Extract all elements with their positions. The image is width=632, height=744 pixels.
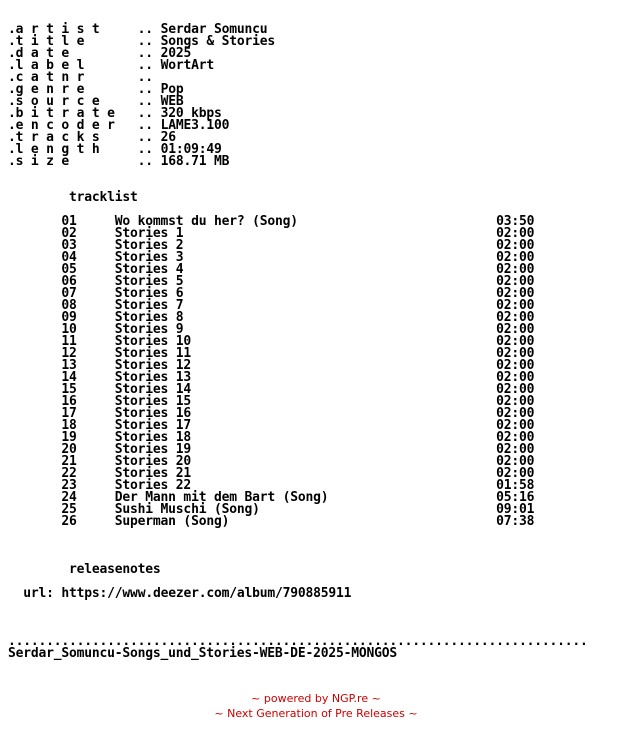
- track-title: Stories 13: [114, 370, 192, 385]
- track-time: 02:00: [496, 298, 535, 313]
- track-number: 25: [61, 502, 77, 517]
- track-title: Stories 3: [114, 250, 184, 265]
- track-title: Stories 2: [114, 238, 184, 253]
- releasenotes-heading: releasenotes: [69, 562, 161, 577]
- track-title: Stories 6: [114, 286, 184, 301]
- track-number: 08: [61, 298, 77, 313]
- track-title: Sushi Muschi (Song): [114, 502, 260, 517]
- track-time: 02:00: [496, 370, 535, 385]
- track-number: 16: [61, 394, 77, 409]
- track-time: 02:00: [496, 418, 535, 433]
- url-link[interactable]: https://www.deezer.com/album/790885911: [61, 586, 352, 601]
- genre-label: .g e n r e ..: [8, 82, 153, 97]
- track-time: 02:00: [496, 394, 535, 409]
- track-row: [8, 514, 534, 529]
- track-number: 24: [61, 490, 77, 505]
- track-time: 02:00: [496, 358, 535, 373]
- bitrate-value: 320 kbps: [160, 106, 222, 121]
- track-time: 09:01: [496, 502, 535, 517]
- track-title: Stories 10: [114, 334, 192, 349]
- track-time: 05:16: [496, 490, 535, 505]
- track-time: 02:00: [496, 322, 535, 337]
- track-number: 21: [61, 454, 77, 469]
- track-title: Stories 11: [114, 346, 192, 361]
- title-label: .t i t l e ..: [8, 34, 153, 49]
- size-value: 168.71 MB: [160, 154, 230, 169]
- track-number: 23: [61, 478, 77, 493]
- track-number: 03: [61, 238, 77, 253]
- footer-powered-by: ~ powered by NGP.re ~: [251, 692, 381, 705]
- track-time: 01:58: [496, 478, 535, 493]
- track-number: 18: [61, 418, 77, 433]
- track-time: 02:00: [496, 406, 535, 421]
- source-label: .s o u r c e ..: [8, 94, 153, 109]
- track-time: 03:50: [496, 214, 535, 229]
- track-time: 02:00: [496, 346, 535, 361]
- track-number: 22: [61, 466, 77, 481]
- track-time: 02:00: [496, 454, 535, 469]
- track-number: 15: [61, 382, 77, 397]
- release-name: Serdar_Somuncu-Songs_und_Stories-WEB-DE-2025-MONGOS: [8, 646, 397, 661]
- tracklist: [8, 214, 534, 529]
- track-title: Stories 1: [114, 226, 184, 241]
- encoder-value: LAME3.100: [160, 118, 230, 133]
- track-time: 07:38: [496, 514, 535, 529]
- track-time: 02:00: [496, 430, 535, 445]
- track-title: Wo kommst du her? (Song): [114, 214, 298, 229]
- track-number: 17: [61, 406, 77, 421]
- track-title: Stories 22: [114, 478, 192, 493]
- length-label: .l e n g t h ..: [8, 142, 153, 157]
- track-number: 04: [61, 250, 77, 265]
- track-title: Superman (Song): [114, 514, 230, 529]
- track-number: 11: [61, 334, 77, 349]
- url-label: url:: [23, 586, 54, 601]
- track-title: Stories 18: [114, 430, 192, 445]
- track-number: 06: [61, 274, 77, 289]
- track-title: Stories 12: [114, 358, 192, 373]
- track-title: Stories 4: [114, 262, 184, 277]
- track-time: 02:00: [496, 274, 535, 289]
- tracklist-heading: tracklist: [69, 190, 138, 205]
- track-time: 02:00: [496, 226, 535, 241]
- track-title: Stories 20: [114, 454, 192, 469]
- track-number: 26: [61, 514, 77, 529]
- label-value: WortArt: [160, 58, 214, 73]
- genre-value: Pop: [160, 82, 184, 97]
- track-title: Stories 7: [114, 298, 184, 313]
- label-label: .l a b e l ..: [8, 58, 153, 73]
- date-value: 2025: [160, 46, 192, 61]
- track-number: 01: [61, 214, 77, 229]
- title-value: Songs & Stories: [160, 34, 275, 49]
- track-time: 02:00: [496, 442, 535, 457]
- track-title: Stories 16: [114, 406, 192, 421]
- track-title: Stories 5: [114, 274, 184, 289]
- track-number: 10: [61, 322, 77, 337]
- nfo-text: [8, 24, 588, 660]
- artist-label: .a r t i s t ..: [8, 22, 153, 37]
- date-label: .d a t e ..: [8, 46, 153, 61]
- track-number: 09: [61, 310, 77, 325]
- source-value: WEB: [160, 94, 184, 109]
- track-time: 02:00: [496, 334, 535, 349]
- track-number: 02: [61, 226, 77, 241]
- track-number: 19: [61, 430, 77, 445]
- track-time: 02:00: [496, 262, 535, 277]
- track-time: 02:00: [496, 466, 535, 481]
- track-time: 02:00: [496, 286, 535, 301]
- bitrate-label: .b i t r a t e ..: [8, 106, 153, 121]
- track-number: 07: [61, 286, 77, 301]
- track-time: 02:00: [496, 310, 535, 325]
- artist-value: Serdar Somuncu: [160, 22, 268, 37]
- track-title: Stories 9: [114, 322, 184, 337]
- track-title: Stories 8: [114, 310, 184, 325]
- track-time: 02:00: [496, 250, 535, 265]
- track-title: Stories 21: [114, 466, 192, 481]
- track-title: Stories 17: [114, 418, 192, 433]
- track-number: 20: [61, 442, 77, 457]
- size-label: .s i z e ..: [8, 154, 153, 169]
- divider: ............................................................................: [8, 634, 588, 649]
- track-time: 02:00: [496, 238, 535, 253]
- track-number: 05: [61, 262, 77, 277]
- length-value: 01:09:49: [160, 142, 222, 157]
- tracks-label: .t r a c k s ..: [8, 130, 153, 145]
- catnr-label: .c a t n r ..: [8, 70, 153, 85]
- track-title: Stories 14: [114, 382, 192, 397]
- footer-tagline: ~ Next Generation of Pre Releases ~: [214, 707, 418, 720]
- track-number: 13: [61, 358, 77, 373]
- track-title: Der Mann mit dem Bart (Song): [114, 490, 329, 505]
- tracks-value: 26: [160, 130, 176, 145]
- track-title: Stories 19: [114, 442, 192, 457]
- track-title: Stories 15: [114, 394, 192, 409]
- track-number: 12: [61, 346, 77, 361]
- track-number: 14: [61, 370, 77, 385]
- track-time: 02:00: [496, 382, 535, 397]
- encoder-label: .e n c o d e r ..: [8, 118, 153, 133]
